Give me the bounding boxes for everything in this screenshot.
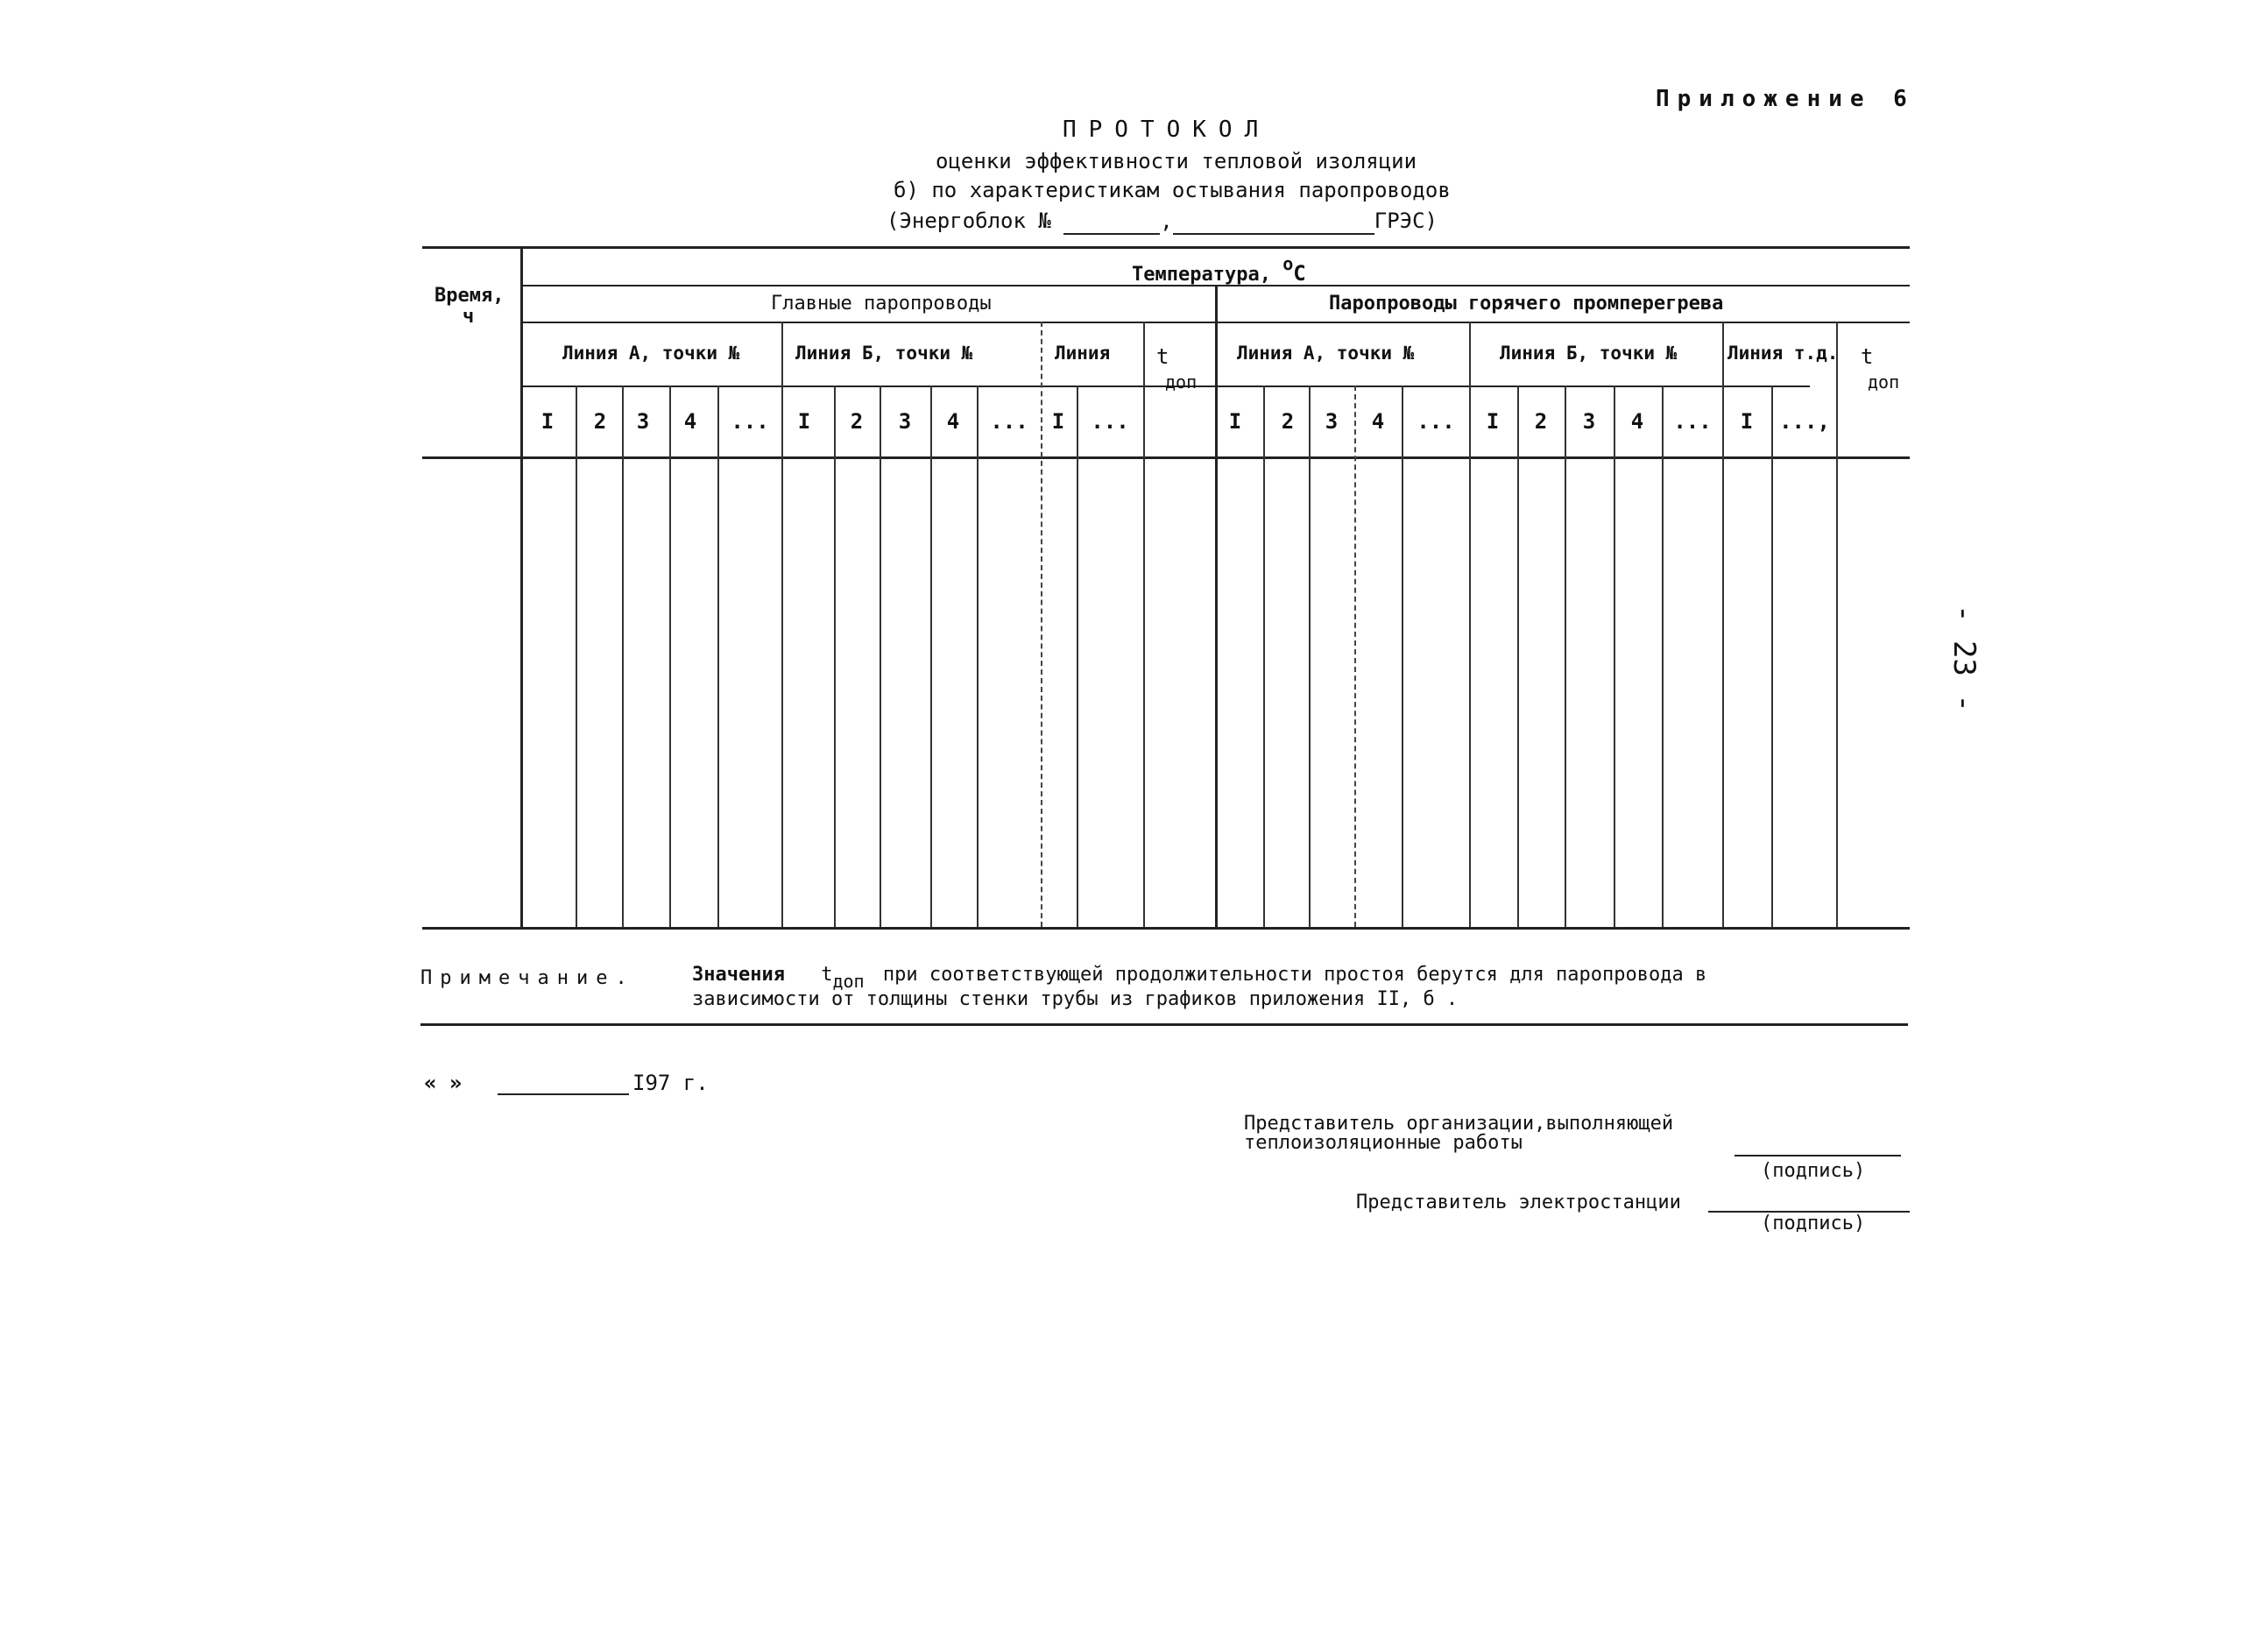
- col-divider: [781, 322, 783, 927]
- point-number: 4: [946, 409, 960, 434]
- power-unit-comma: ,: [1160, 209, 1173, 233]
- note-condition: при соответствующей продолжительности простоя берутся для паропровода в: [882, 964, 1707, 986]
- point-number: I: [541, 409, 555, 434]
- point-number: 2: [593, 409, 607, 434]
- col-divider: [880, 385, 881, 927]
- point-number: I: [797, 409, 811, 434]
- plant-name-blank[interactable]: [1173, 209, 1374, 235]
- col-divider: [1722, 322, 1724, 927]
- t-letter: t: [1861, 344, 1874, 369]
- col-divider: [977, 385, 979, 927]
- point-number: I: [1740, 409, 1754, 434]
- point-number: 3: [1582, 409, 1596, 434]
- power-unit-number-blank[interactable]: [1063, 209, 1160, 235]
- col-divider: [1309, 385, 1311, 927]
- cooling-protocol-table: [422, 246, 1910, 930]
- document-subtitle-b: б) по характеристикам остывания паропроводов: [894, 178, 1451, 202]
- temperature-label: Температура,: [1132, 264, 1271, 286]
- col-divider: [930, 385, 932, 927]
- point-number: 3: [898, 409, 912, 434]
- hot-line-a-header: Линия А, точки №: [1237, 343, 1415, 364]
- col-divider: [1263, 385, 1265, 927]
- col-divider: [1565, 385, 1566, 927]
- appendix-label: Приложение 6: [1656, 86, 1915, 112]
- signature-line-org[interactable]: [1735, 1155, 1901, 1156]
- power-unit-prefix: (Энергоблок №: [887, 209, 1051, 233]
- rep-org-line2: теплоизоляционные работы: [1244, 1132, 1523, 1154]
- temperature-header: [1132, 253, 1306, 286]
- signature-label-station: (подпись): [1761, 1213, 1866, 1234]
- point-number: I: [1486, 409, 1500, 434]
- note-t-letter: t: [821, 964, 833, 986]
- degree-sign: о: [1282, 253, 1294, 274]
- col-divider: [834, 385, 836, 927]
- point-number: 2: [1534, 409, 1548, 434]
- note-values-word: Значения: [692, 964, 785, 986]
- col-divider: [717, 385, 719, 927]
- col-divider: [1143, 322, 1145, 927]
- point-number: 3: [1325, 409, 1339, 434]
- hot-t-allowable: [1861, 344, 1899, 393]
- rep-station: Представитель электростанции: [1356, 1192, 1681, 1213]
- point-number: I: [1228, 409, 1242, 434]
- rep-org-line1: Представитель организации,выполняющей: [1244, 1113, 1674, 1135]
- note-label: Примечание.: [420, 967, 635, 989]
- date-day-month-blank[interactable]: [498, 1093, 629, 1095]
- t-subscript: доп: [1868, 371, 1900, 393]
- document-title: ПРОТОКОЛ: [1063, 117, 1271, 143]
- point-number: 3: [636, 409, 650, 434]
- point-number: ...: [990, 409, 1028, 434]
- main-line-c-header: Линия: [1055, 343, 1111, 364]
- note-text-line2: зависимости от толщины стенки трубы из графиков приложения II, б .: [692, 988, 1459, 1010]
- note-t-subscript: доп: [832, 971, 865, 992]
- t-letter: t: [1156, 344, 1169, 369]
- col-divider: [576, 385, 577, 927]
- hot-line-b-header: Линия Б, точки №: [1500, 343, 1678, 364]
- col-divider: [1836, 322, 1838, 927]
- point-number: ...,: [1779, 409, 1830, 434]
- date-quotes: « »: [424, 1071, 463, 1095]
- col-divider: [1469, 322, 1471, 927]
- col-divider: [1077, 385, 1078, 927]
- document-subtitle: оценки эффективности тепловой изоляции: [936, 149, 1417, 173]
- main-t-allowable: [1156, 344, 1197, 393]
- point-number: 2: [1281, 409, 1295, 434]
- time-header: Время,: [435, 285, 505, 307]
- col-divider: [1614, 385, 1615, 927]
- rule-under-points: [422, 456, 1910, 459]
- col-divider: [1517, 385, 1519, 927]
- table-top-border: [422, 246, 1910, 249]
- group-divider: [1215, 285, 1218, 927]
- page-number: - 23 -: [1947, 605, 1982, 712]
- note-bottom-rule: [420, 1023, 1908, 1026]
- point-number: ...: [1417, 409, 1455, 434]
- date-year: I97 г.: [632, 1071, 709, 1095]
- col-divider: [1354, 385, 1356, 927]
- power-unit-line: [887, 209, 1438, 235]
- group-main-steamlines: Главные паропроводы: [771, 293, 992, 315]
- celsius-unit: С: [1293, 261, 1306, 286]
- point-number: 4: [1630, 409, 1644, 434]
- point-number: ...: [1673, 409, 1712, 434]
- hot-line-c-header: Линия т.д.: [1727, 343, 1839, 364]
- point-number: 4: [1371, 409, 1385, 434]
- col-divider: [622, 385, 624, 927]
- signature-label-org: (подпись): [1761, 1160, 1866, 1182]
- col-divider: [669, 385, 671, 927]
- point-number: I: [1051, 409, 1065, 434]
- time-column-divider: [520, 246, 523, 927]
- col-divider: [1771, 385, 1773, 927]
- group-hot-reheat-steamlines: Паропроводы горячего промперегрева: [1329, 293, 1724, 315]
- main-line-a-header: Линия А, точки №: [562, 343, 740, 364]
- table-bottom-border: [422, 927, 1910, 930]
- col-divider: [1402, 385, 1403, 927]
- col-divider: [1662, 385, 1664, 927]
- col-divider: [1041, 322, 1042, 927]
- point-number: 2: [850, 409, 864, 434]
- main-line-b-header: Линия Б, точки №: [795, 343, 973, 364]
- t-subscript: доп: [1165, 371, 1198, 393]
- point-number: ...: [731, 409, 769, 434]
- point-number: ...: [1091, 409, 1129, 434]
- time-unit: ч: [463, 306, 475, 328]
- plant-suffix: ГРЭС): [1374, 209, 1438, 233]
- point-number: 4: [683, 409, 697, 434]
